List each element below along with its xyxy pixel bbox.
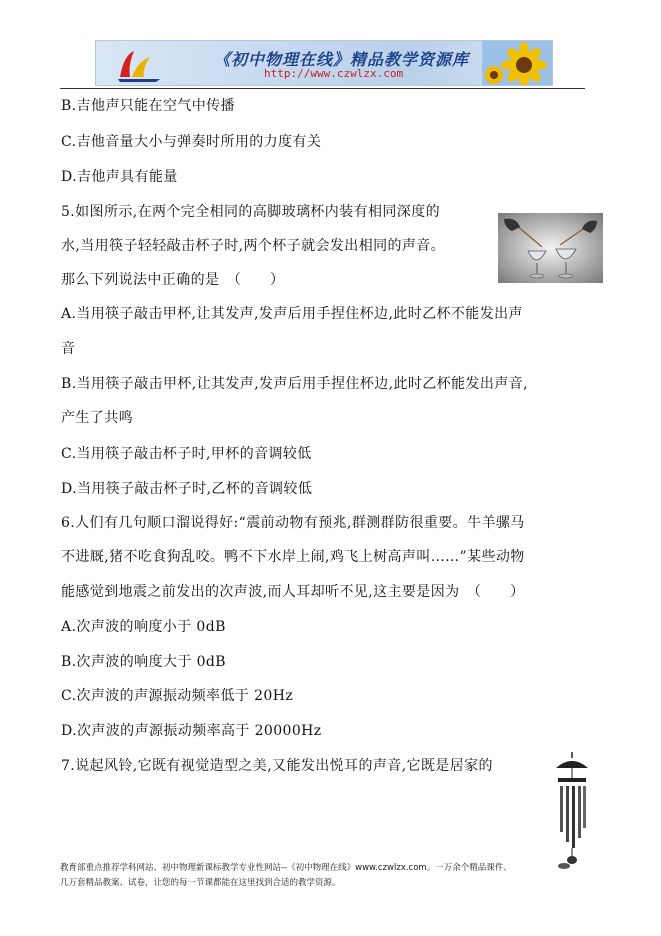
text-line: B.当用筷子敲击甲杯,让其发声,发声后用手捏住杯边,此时乙杯能发出声音, xyxy=(61,376,528,392)
site-logo-icon xyxy=(116,47,162,83)
banner-url[interactable]: http://www.czwlzx.com xyxy=(264,67,404,80)
header-divider xyxy=(60,88,585,89)
text-line: 音 xyxy=(61,341,76,357)
text-line: B.次声波的响度大于 0dB xyxy=(61,654,226,670)
text-line: D.当用筷子敲击杯子时,乙杯的音调较低 xyxy=(61,481,313,497)
footer-line-1: 教育部重点推荐学科网站、初中物理新课标教学专业性网站--《初中物理在线》www.czwlzx.com。一万余个精品课件、 xyxy=(60,863,512,873)
wind-chime-image xyxy=(550,752,594,872)
glass-cups-image xyxy=(498,213,603,283)
text-line: B.吉他声只能在空气中传播 xyxy=(61,98,235,114)
header-banner xyxy=(95,40,553,86)
sunflower-icon xyxy=(482,41,552,86)
question-7: 7.说起风铃,它既有视觉造型之美,又能发出悦耳的声音,它既是居家的 xyxy=(61,758,493,774)
text-line: A.次声波的响度小于 0dB xyxy=(61,619,226,635)
text-line: C.次声波的声源振动频率低于 20Hz xyxy=(61,688,294,704)
text-line: 不进厩,猪不吃食狗乱咬。鸭不下水岸上闹,鸡飞上树高声叫……”某些动物 xyxy=(61,549,525,565)
text-line: 那么下列说法中正确的是 （ ） xyxy=(61,272,285,288)
text-line: 水,当用筷子轻轻敲击杯子时,两个杯子就会发出相同的声音。 xyxy=(61,238,446,254)
banner-title: 《初中物理在线》精品教学资源库 xyxy=(214,50,470,69)
footer-line-2: 几万套精品教案、试卷，让您的每一节课都能在这里找到合适的教学资源。 xyxy=(60,878,341,888)
question-6: 6.人们有几句顺口溜说得好:“震前动物有预兆,群测群防很重要。牛羊骡马 xyxy=(61,515,525,531)
question-5: 5.如图所示,在两个完全相同的高脚玻璃杯内装有相同深度的 xyxy=(61,204,441,220)
text-line: 产生了共鸣 xyxy=(61,410,133,426)
text-line: D.吉他声具有能量 xyxy=(61,169,178,185)
text-line: 能感觉到地震之前发出的次声波,而人耳却听不见,这主要是因为 （ ） xyxy=(61,584,525,600)
text-line: D.次声波的声源振动频率高于 20000Hz xyxy=(61,723,322,739)
text-line: C.当用筷子敲击杯子时,甲杯的音调较低 xyxy=(61,446,312,462)
text-line: A.当用筷子敲击甲杯,让其发声,发声后用手捏住杯边,此时乙杯不能发出声 xyxy=(61,306,523,322)
text-line: C.吉他音量大小与弹奏时所用的力度有关 xyxy=(61,134,322,150)
